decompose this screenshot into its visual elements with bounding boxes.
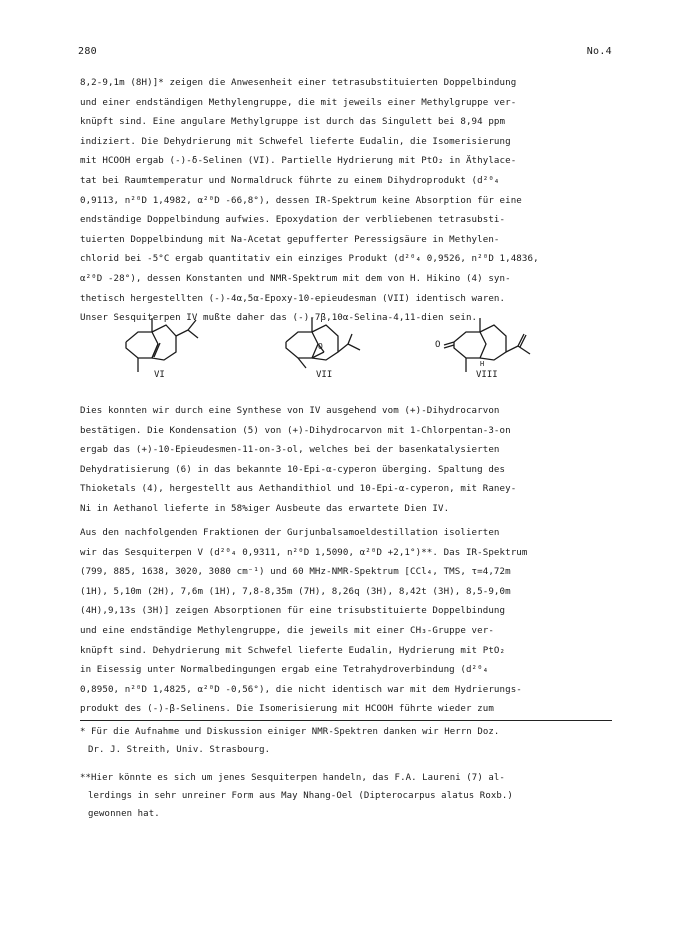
text-line: thetisch hergestellten (-)-4α,5α-Epoxy-10-epieudesman (VII) identisch waren. [80, 293, 506, 304]
text-line: wir das Sesquiterpen V (d²⁰₄ 0,9311, n²⁰D 1,5090, α²⁰D +2,1°)**. Das IR-Spektrum [80, 547, 528, 558]
text-line: α²⁰D -28°), dessen Konstanten und NMR-Spektrum mit dem von H. Hikino (4) syn- [80, 273, 511, 284]
text-line: gewonnen hat. [88, 808, 160, 819]
text-line: knüpft sind. Eine angulare Methylgruppe ist durch das Singulett bei 8,94 ppm [80, 117, 506, 128]
text-line: 0,8950, n²⁰D 1,4825, α²⁰D -0,56°), die nicht identisch war mit dem Hydrierungs- [80, 684, 522, 695]
structure-label-vi: VI [154, 370, 165, 380]
text-line: Dehydratisierung (6) in das bekannte 10-Epi-α-cyperon überging. Spaltung des [80, 464, 506, 475]
text-line: **Hier könnte es sich um jenes Sesquiterpen handeln, das F.A. Laureni (7) al- [80, 773, 505, 783]
ketone-oxygen: O [435, 340, 441, 350]
text-line: und eine endständige Methylengruppe, die jeweils mit einer CH₃-Gruppe ver- [80, 625, 494, 636]
hydrogen-label: H [480, 360, 485, 368]
paragraph-3 [80, 524, 612, 720]
text-line: tat bei Raumtemperatur und Normaldruck führte zu einem Dihydroprodukt (d²⁰₄ [80, 175, 500, 186]
text-line: * Für die Aufnahme und Diskussion einiger NMR-Spektren danken wir Herrn Doz. [80, 727, 500, 737]
text-line: Dies konnten wir durch eine Synthese von IV ausgehend vom (+)-Dihydrocarvon [80, 406, 500, 416]
text-line: knüpft sind. Dehydrierung mit Schwefel lieferte Eudalin, Hydrierung mit PtO₂ [80, 645, 506, 656]
text-line: indiziert. Die Dehydrierung mit Schwefel lieferte Eudalin, die Isomerisierung [80, 136, 511, 147]
paragraph-1 [80, 74, 612, 329]
text-line: produkt des (-)-β-Selinens. Die Isomerisierung mit HCOOH führte wieder zum [80, 704, 494, 715]
text-line: mit HCOOH ergab (-)-δ-Selinen (VI). Partielle Hydrierung mit PtO₂ in Äthylace- [80, 156, 517, 167]
page-number: 280 [78, 46, 97, 57]
text-line: und einer endständigen Methylengruppe, die mit jeweils einer Methylgruppe ver- [80, 97, 517, 108]
text-line: Unser Sesquiterpen IV mußte daher das (-)-7β,10α-Selina-4,11-dien sein. [80, 313, 478, 324]
text-line: (1H), 5,10m (2H), 7,6m (1H), 7,8-8,35m (7H), 8,26q (3H), 8,42t (3H), 8,5-9,0m [80, 586, 511, 597]
text-line: Ni in Aethanol lieferte in 58%iger Ausbeute das erwartete Dien IV. [80, 503, 450, 514]
text-line: endständige Doppelbindung aufwies. Epoxydation der verbliebenen tetrasubsti- [80, 215, 506, 226]
footnote-2 [80, 770, 612, 823]
text-line: 8,2-9,1m (8H)]* zeigen die Anwesenheit einer tetrasubstituierten Doppelbindung [80, 78, 517, 88]
text-line: chlorid bei -5°C ergab quantitativ ein einziges Produkt (d²⁰₄ 0,9526, n²⁰D 1,4836, [80, 254, 539, 265]
structure-label-viii: VIII [476, 370, 498, 380]
chemical-structures [80, 312, 612, 394]
text-line: bestätigen. Die Kondensation (5) von (+)-Dihydrocarvon mit 1-Chlorpentan-3-on [80, 425, 511, 436]
text-line: Aus den nachfolgenden Fraktionen der Gurjunbalsamoeldestillation isolierten [80, 528, 500, 538]
text-line: (799, 885, 1638, 3020, 3080 cm⁻¹) und 60 MHz-NMR-Spektrum [CCl₄, TMS, τ=4,72m [80, 567, 511, 578]
text-line: in Eisessig unter Normalbedingungen ergab eine Tetrahydroverbindung (d²⁰₄ [80, 665, 489, 676]
structure-label-vii: VII [316, 370, 333, 380]
text-line: Thioketals (4), hergestellt aus Aethandithiol und 10-Epi-α-cyperon, mit Raney- [80, 484, 517, 495]
footnote-divider [80, 720, 612, 721]
issue-number: No.4 [586, 46, 612, 57]
epoxide-oxygen: O [318, 342, 323, 351]
text-line: tuierten Doppelbindung mit Na-Acetat gepufferter Peressigsäure in Methylen- [80, 234, 500, 245]
paragraph-2 [80, 402, 612, 520]
text-line: lerdings in sehr unreiner Form aus May Nhang-Oel (Dipterocarpus alatus Roxb.) [88, 790, 513, 801]
footnote-1 [80, 724, 612, 760]
text-line: Dr. J. Streith, Univ. Strasbourg. [88, 744, 271, 755]
text-line: ergab das (+)-10-Epieudesmen-11-on-3-ol, welches bei der basenkatalysierten [80, 445, 500, 456]
text-line: 0,9113, n²⁰D 1,4982, α²⁰D -66,8°), dessen IR-Spektrum keine Absorption für eine [80, 195, 522, 206]
text-line: (4H),9,13s (3H)] zeigen Absorptionen für eine trisubstituierte Doppelbindung [80, 606, 506, 617]
structure-vi [116, 312, 226, 382]
